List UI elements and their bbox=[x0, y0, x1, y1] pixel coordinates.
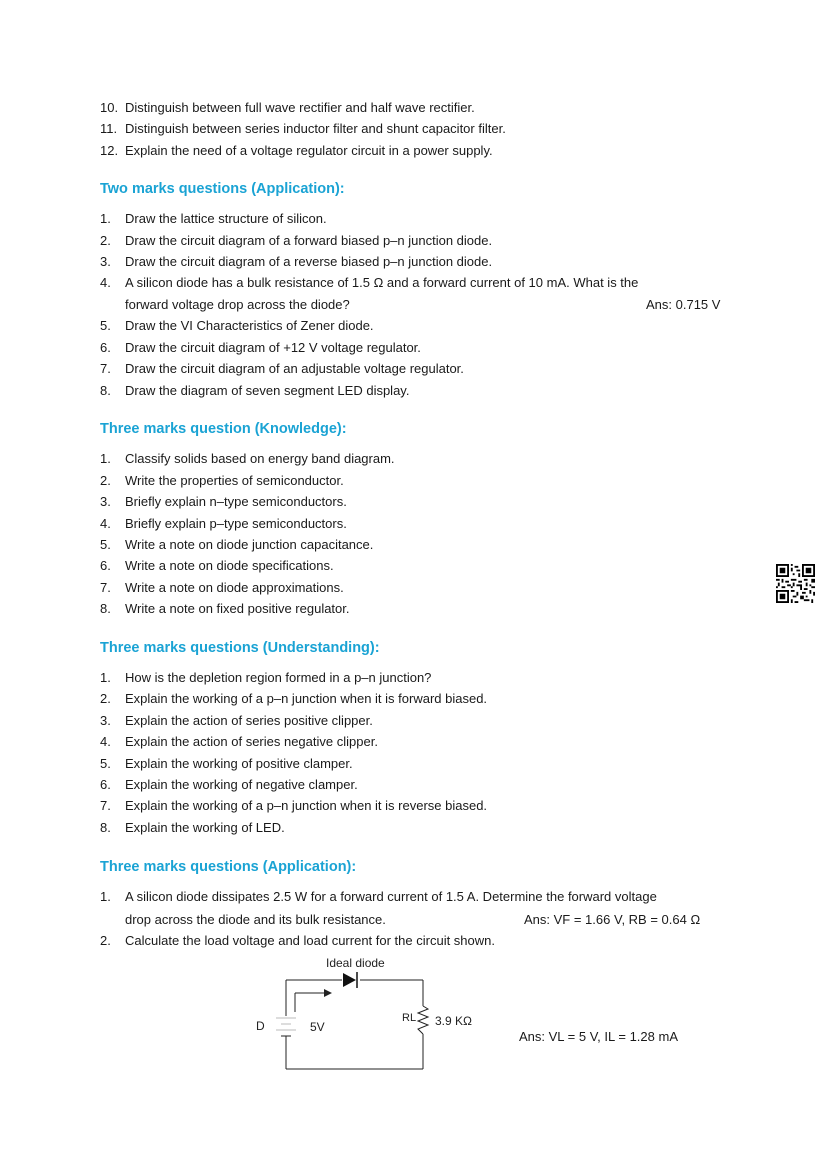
item-number: 7. bbox=[100, 798, 111, 813]
item-number: 2. bbox=[100, 691, 111, 706]
item-number: 1. bbox=[100, 451, 111, 466]
item-number: 8. bbox=[100, 820, 111, 835]
item-number: 7. bbox=[100, 361, 111, 376]
item-text: Calculate the load voltage and load current for the circuit shown. bbox=[125, 933, 495, 948]
voltage-label: 5V bbox=[310, 1020, 325, 1034]
item-number: 4. bbox=[100, 516, 111, 531]
section-heading: Three marks questions (Understanding): bbox=[100, 640, 380, 656]
section-heading: Three marks question (Knowledge): bbox=[100, 421, 347, 437]
section-heading: Three marks questions (Application): bbox=[100, 859, 357, 875]
item-number: 3. bbox=[100, 254, 111, 269]
item-text: forward voltage drop across the diode? bbox=[125, 297, 350, 312]
item-number: 10. bbox=[100, 100, 119, 115]
circuit-schematic bbox=[250, 952, 490, 1074]
item-text: A silicon diode has a bulk resistance of 1.5 Ω and a forward current of 10 mA. What is the bbox=[125, 275, 639, 290]
item-text: drop across the diode and its bulk resistance. bbox=[125, 912, 386, 927]
item-number: 5. bbox=[100, 756, 111, 771]
item-number: 1. bbox=[100, 889, 111, 904]
item-text: Briefly explain p–type semiconductors. bbox=[125, 516, 347, 531]
diode-label: Ideal diode bbox=[326, 956, 385, 970]
item-number: 1. bbox=[100, 211, 111, 226]
item-text: Explain the working of a p–n junction when it is forward biased. bbox=[125, 691, 488, 706]
item-text: Explain the working of a p–n junction when it is reverse biased. bbox=[125, 798, 488, 813]
arrow-head-icon bbox=[324, 989, 332, 997]
resistance-value: 3.9 KΩ bbox=[435, 1014, 472, 1028]
item-text: A silicon diode dissipates 2.5 W for a forward current of 1.5 A. Determine the forward voltage bbox=[125, 889, 657, 904]
resistor-icon bbox=[418, 1006, 428, 1034]
item-text: How is the depletion region formed in a p–n junction? bbox=[125, 670, 432, 685]
item-text: Briefly explain n–type semiconductors. bbox=[125, 494, 347, 509]
item-number: 4. bbox=[100, 734, 111, 749]
item-text: Draw the circuit diagram of an adjustable voltage regulator. bbox=[125, 361, 464, 376]
answer-text: Ans: VF = 1.66 V, RB = 0.64 Ω bbox=[524, 912, 701, 927]
item-text: Explain the working of positive clamper. bbox=[125, 756, 353, 771]
item-number: 6. bbox=[100, 777, 111, 792]
diode-icon bbox=[343, 973, 356, 987]
item-text: Distinguish between full wave rectifier and half wave rectifier. bbox=[125, 100, 475, 115]
item-text: Explain the working of LED. bbox=[125, 820, 285, 835]
item-text: Draw the circuit diagram of a reverse biased p–n junction diode. bbox=[125, 254, 493, 269]
item-text: Explain the working of negative clamper. bbox=[125, 777, 358, 792]
item-text: Draw the lattice structure of silicon. bbox=[125, 211, 327, 226]
section-heading: Two marks questions (Application): bbox=[100, 181, 345, 197]
item-number: 3. bbox=[100, 494, 111, 509]
item-text: Write the properties of semiconductor. bbox=[125, 473, 344, 488]
item-text: Draw the VI Characteristics of Zener diode. bbox=[125, 318, 374, 333]
list-item-continuation bbox=[100, 295, 730, 315]
item-text: Write a note on diode specifications. bbox=[125, 558, 334, 573]
resistor-label: RL bbox=[402, 1012, 417, 1024]
item-text: Write a note on fixed positive regulator. bbox=[125, 601, 350, 616]
item-number: 4. bbox=[100, 275, 111, 290]
item-text: Draw the circuit diagram of a forward biased p–n junction diode. bbox=[125, 233, 493, 248]
circuit-answer: Ans: VL = 5 V, IL = 1.28 mA bbox=[519, 1029, 678, 1044]
item-number: 12. bbox=[100, 143, 119, 158]
item-text: Explain the action of series positive clipper. bbox=[125, 713, 373, 728]
item-text: Write a note on diode approximations. bbox=[125, 580, 344, 595]
item-number: 2. bbox=[100, 233, 111, 248]
item-number: 2. bbox=[100, 473, 111, 488]
item-number: 3. bbox=[100, 713, 111, 728]
item-text: Draw the diagram of seven segment LED display. bbox=[125, 383, 410, 398]
list-item-continuation bbox=[100, 910, 720, 930]
item-number: 11. bbox=[100, 121, 118, 136]
item-number: 8. bbox=[100, 601, 111, 616]
item-number: 5. bbox=[100, 537, 111, 552]
item-number: 7. bbox=[100, 580, 111, 595]
qr-code-icon bbox=[776, 564, 815, 603]
item-text: Explain the need of a voltage regulator circuit in a power supply. bbox=[125, 143, 493, 158]
item-text: Classify solids based on energy band diagram. bbox=[125, 451, 395, 466]
circuit-diagram bbox=[250, 952, 490, 1074]
item-number: 6. bbox=[100, 558, 111, 573]
item-text: Distinguish between series inductor filter and shunt capacitor filter. bbox=[125, 121, 506, 136]
item-text: Write a note on diode junction capacitance. bbox=[125, 537, 374, 552]
answer-text: Ans: 0.715 V bbox=[646, 297, 721, 312]
item-number: 2. bbox=[100, 933, 111, 948]
item-text: Draw the circuit diagram of +12 V voltage regulator. bbox=[125, 340, 421, 355]
item-number: 1. bbox=[100, 670, 111, 685]
item-number: 5. bbox=[100, 318, 111, 333]
item-number: 6. bbox=[100, 340, 111, 355]
source-label: D bbox=[256, 1019, 265, 1033]
item-number: 8. bbox=[100, 383, 111, 398]
item-text: Explain the action of series negative clipper. bbox=[125, 734, 378, 749]
